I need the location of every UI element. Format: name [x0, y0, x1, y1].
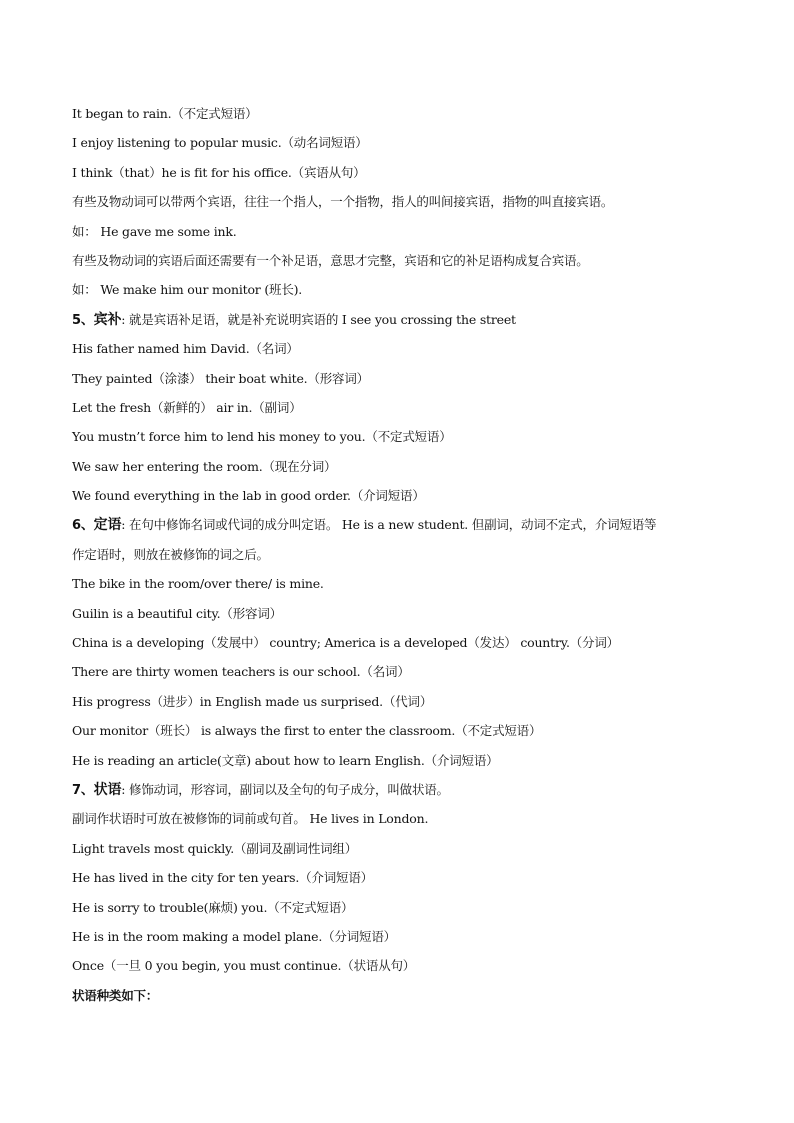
example-line: Guilin is a beautiful city.（形容词） [72, 605, 282, 621]
section-number: 6、 [72, 518, 94, 534]
section-description: : 在句中修饰名词或代词的成分叫定语。 He is a new student. 但副词，动词不定式，介词短语等 [121, 517, 657, 533]
example-line: He is reading an article(文章) about how to learn English.（介词短语） [72, 752, 499, 768]
example-line: Let the fresh（新鲜的） air in.（副词） [72, 399, 302, 415]
example-line: We found everything in the lab in good order.（介词短语） [72, 488, 425, 504]
section-description-continued: 作定语时，则放在被修饰的词之后。 [72, 546, 269, 562]
example-line: Our monitor（班长） is always the first to enter the classroom.（不定式短语） [72, 723, 542, 739]
adverbial-types-heading: 状语种类如下： [72, 987, 159, 1003]
example-line: He is sorry to trouble(麻烦) you.（不定式短语） [72, 899, 354, 915]
section-description: : 就是宾语补足语，就是补充说明宾语的 I see you crossing the street [121, 311, 516, 327]
section-heading-attributive [72, 510, 732, 539]
document-page [72, 99, 732, 1010]
explanation-line: 副词作状语时可放在被修饰的词前或句首。 He lives in London. [72, 811, 429, 827]
example-line: His progress（进步）in English made us surprised.（代词） [72, 693, 433, 709]
example-line: He is in the room making a model plane.（分词短语） [72, 928, 396, 944]
example-line: The bike in the room/over there/ is mine. [72, 576, 324, 592]
section-description: : 修饰动词，形容词，副词以及全句的句子成分，叫做状语。 [121, 781, 449, 797]
example-line: You mustn’t force him to lend his money to you.（不定式短语） [72, 429, 452, 445]
explanation-line: 有些及物动词的宾语后面还需要有一个补足语，意思才完整，宾语和它的补足语构成复合宾语。 [72, 252, 589, 268]
example-line: 如： He gave me some ink. [72, 223, 237, 239]
example-line: China is a developing（发展中） country; America is a developed（发达） country.（分词） [72, 635, 619, 651]
example-line: They painted（涂漆） their boat white.（形容词） [72, 370, 369, 386]
example-line: Light travels most quickly.（副词及副词性词组） [72, 840, 358, 856]
section-keyword: 宾补 [93, 311, 122, 328]
section-number: 7、 [72, 782, 94, 798]
section-keyword: 定语 [93, 517, 122, 534]
example-line: His father named him David.（名词） [72, 341, 299, 357]
example-line: There are thirty women teachers is our school.（名词） [72, 664, 410, 680]
section-number: 5、 [72, 312, 94, 328]
explanation-line: 有些及物动词可以带两个宾语，往往一个指人，一个指物，指人的叫间接宾语，指物的叫直接宾语。 [72, 194, 614, 210]
section-heading-adverbial [72, 775, 732, 804]
section-keyword: 状语 [93, 781, 122, 798]
example-line: I think（that）he is fit for his office.（宾语从句） [72, 164, 366, 180]
example-line: We saw her entering the room.（现在分词） [72, 458, 337, 474]
example-line: I enjoy listening to popular music.（动名词短语） [72, 135, 368, 151]
example-line: Once（一旦 0 you begin, you must continue.（状语从句） [72, 958, 416, 974]
example-line: He has lived in the city for ten years.（介词短语） [72, 870, 373, 886]
section-heading-object-complement [72, 305, 732, 334]
example-line: It began to rain.（不定式短语） [72, 106, 258, 121]
example-line: 如： We make him our monitor (班长). [72, 282, 303, 298]
